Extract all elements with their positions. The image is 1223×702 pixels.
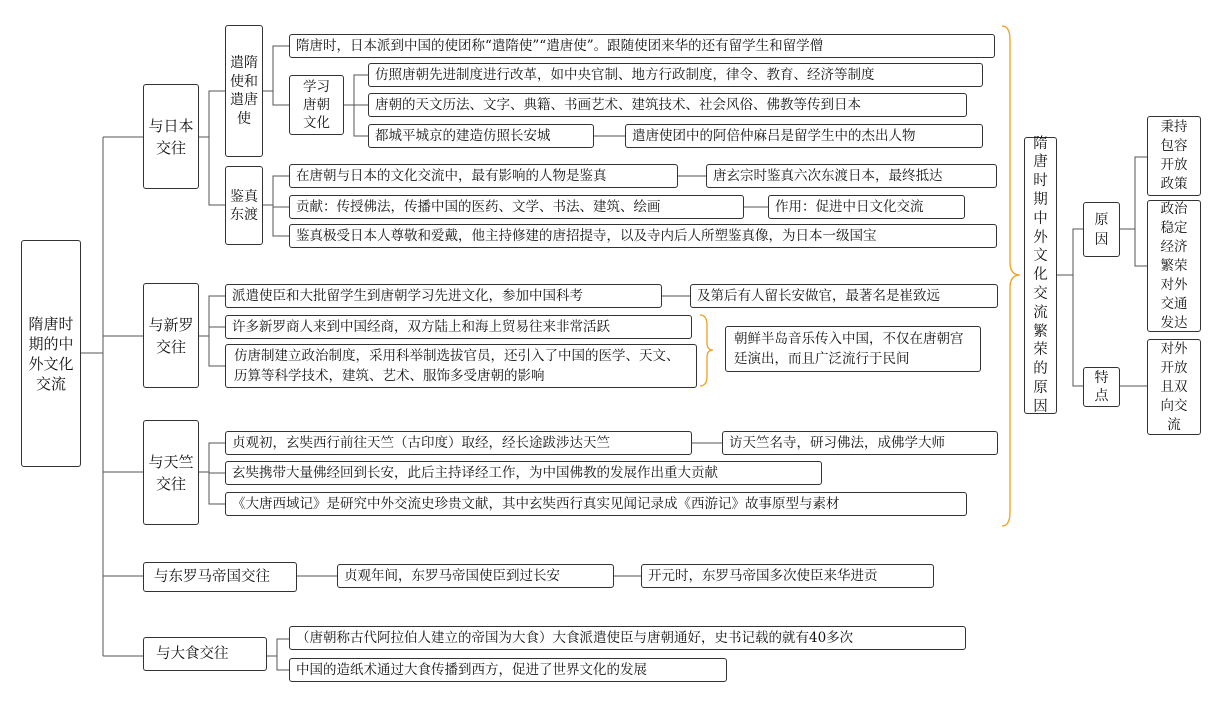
india-note-1b: 访天竺名寺，研习佛法，成佛学大师 (722, 431, 998, 455)
india-note-3: 《大唐西域记》是研究中外交流史珍贵文献，其中玄奘西行真实见闻记录成《西游记》故事原型与素材 (225, 492, 967, 516)
rome-note-1: 贞观年间，东罗马帝国使臣到过长安 (337, 564, 614, 588)
feature-1: 对外开放且双向交流 (1147, 339, 1201, 435)
reasons-node: 隋唐时期中外文化交流繁荣的原因 (1024, 137, 1057, 414)
silla-note-3: 仿唐制建立政治制度，采用科举制选拔官员，还引入了中国的医学、天文、历算等科学技术，建筑、艺术、服饰多受唐朝的影响 (225, 344, 697, 388)
learn-node: 学习唐朝文化 (289, 75, 344, 135)
learn-note-2: 唐朝的天文历法、文字、典籍、书画艺术、建筑技术、社会风俗、佛教等传到日本 (368, 93, 967, 117)
envoy-node: 遣隋使和遣唐使 (225, 25, 263, 157)
silla-note-1b: 及第后有人留长安做官，最著名是崔致远 (690, 284, 998, 308)
india-node: 与天竺交往 (143, 420, 199, 525)
learn-note-3b: 遣唐使团中的阿倍仲麻吕是留学生中的杰出人物 (625, 124, 983, 148)
feature-node: 特点 (1083, 367, 1120, 407)
india-note-1: 贞观初，玄奘西行前往天竺（古印度）取经，经长途跋涉达天竺 (225, 431, 692, 455)
silla-node: 与新罗交往 (143, 283, 199, 388)
jianzhen-note-2: 贡献：传授佛法，传播中国的医药、文学、书法、建筑、绘画 (289, 195, 744, 219)
arab-node: 与大食交往 (143, 637, 267, 671)
arab-note-1: （唐朝称古代阿拉伯人建立的帝国为大食）大食派遣使臣与唐朝通好，史书记载的就有40多次 (289, 626, 966, 650)
cause-1: 秉持包容开放政策 (1147, 116, 1201, 196)
silla-note-1: 派遣使臣和大批留学生到唐朝学习先进文化，参加中国科考 (225, 284, 662, 308)
jianzhen-note-3: 鉴真极受日本人尊敬和爱戴，他主持修建的唐招提寺，以及寺内后人所塑鉴真像，为日本一级国宝 (289, 224, 997, 248)
envoy-note-1: 隋唐时，日本派到中国的使团称“遣隋使”“遣唐使”。跟随使团来华的还有留学生和留学僧 (289, 34, 995, 58)
arab-note-2: 中国的造纸术通过大食传播到西方，促进了世界文化的发展 (289, 658, 727, 682)
silla-note-2: 许多新罗商人来到中国经商，双方陆上和海上贸易往来非常活跃 (225, 315, 692, 339)
jianzhen-note-2b: 作用：促进中日文化交流 (768, 195, 965, 219)
cause-node: 原因 (1083, 202, 1120, 257)
learn-note-1: 仿照唐朝先进制度进行改革，如中央官制、地方行政制度，律令、教育、经济等制度 (368, 63, 983, 87)
root-node: 隋唐时期的中外文化交流 (21, 240, 81, 467)
cause-2: 政治稳定经济繁荣对外交通发达 (1147, 200, 1201, 332)
learn-note-3: 都城平城京的建造仿照长安城 (368, 124, 594, 148)
jianzhen-note-1b: 唐玄宗时鉴真六次东渡日本，最终抵达 (706, 164, 997, 188)
rome-note-2: 开元时，东罗马帝国多次使臣来华进贡 (641, 564, 934, 588)
silla-note-music: 朝鲜半岛音乐传入中国，不仅在唐朝宫廷演出，而且广泛流行于民间 (725, 326, 981, 372)
india-note-2: 玄奘携带大量佛经回到长安，此后主持译经工作，为中国佛教的发展作出重大贡献 (225, 461, 822, 485)
japan-node: 与日本交往 (143, 84, 199, 189)
jianzhen-node: 鉴真东渡 (225, 166, 263, 245)
rome-node: 与东罗马帝国交往 (143, 562, 297, 592)
jianzhen-note-1: 在唐朝与日本的文化交流中，最有影响的人物是鉴真 (289, 164, 678, 188)
